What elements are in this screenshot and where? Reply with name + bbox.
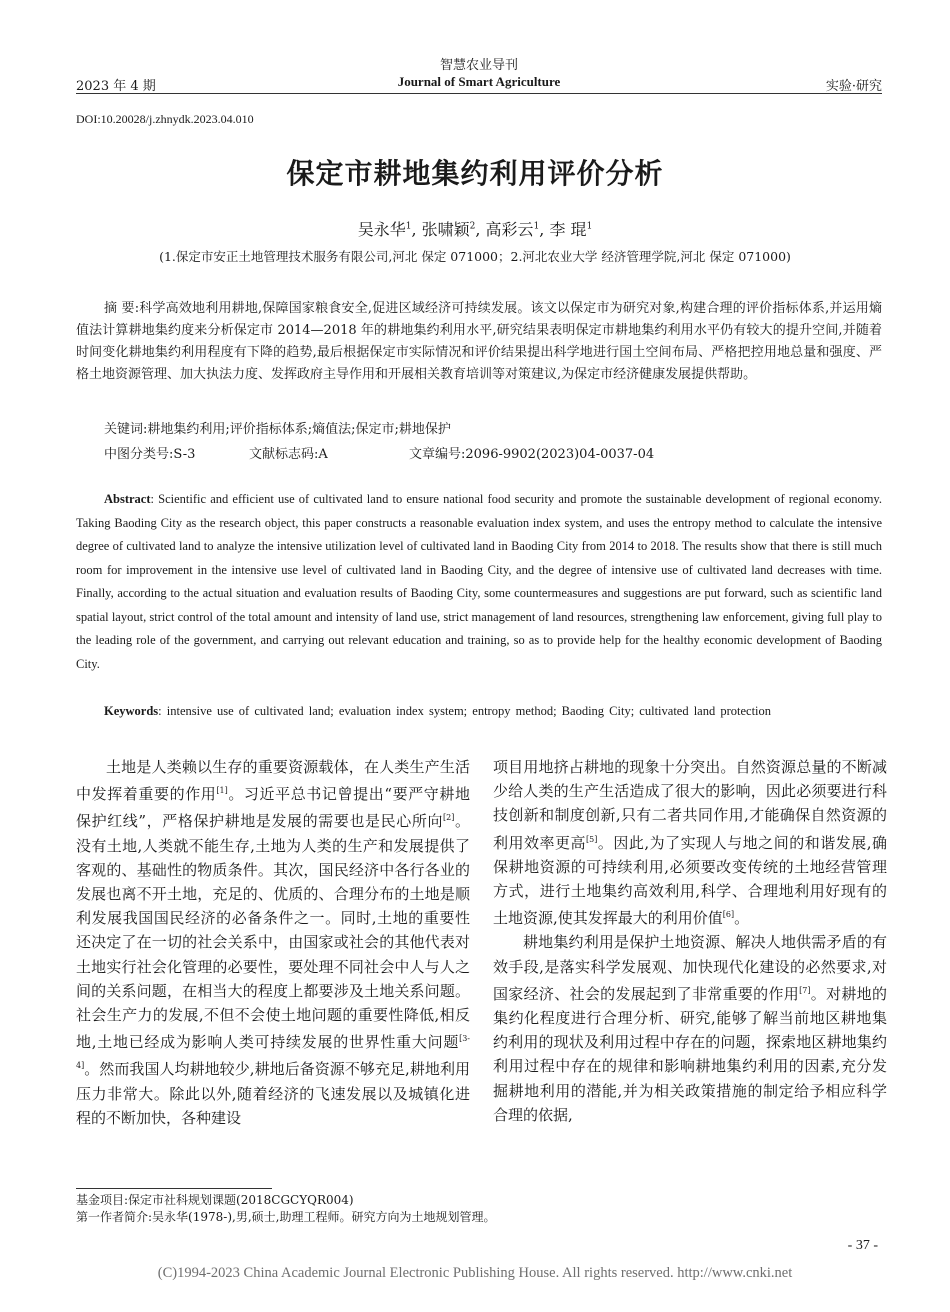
copyright-watermark: (C)1994-2023 China Academic Journal Electronic Publishing House. All rights reserved. http://www.cnki.net bbox=[157, 1265, 793, 1281]
affiliation: (1.保定市安正土地管理技术服务有限公司,河北 保定 071000；2.河北农业大学 经济管理学院,河北 保定 071000) bbox=[159, 249, 791, 264]
section-label: 实验·研究 bbox=[825, 79, 882, 94]
keywords-en-text: : intensive use of cultivated land; evaluation index system; entropy method; Baoding City; cultivated land protection bbox=[158, 704, 772, 718]
abstract-en-label: Abstract bbox=[104, 492, 151, 506]
journal-name-cn: 智慧农业导刊 bbox=[439, 58, 518, 73]
author-name: 张啸颖 bbox=[421, 220, 470, 239]
citation[interactable]: [7] bbox=[799, 985, 811, 995]
author-affil-mark: 1 bbox=[405, 221, 412, 232]
author-affil-mark: 2 bbox=[469, 221, 476, 232]
author-name: 高彩云 bbox=[485, 220, 534, 239]
body-text: 。 bbox=[734, 909, 750, 928]
author-affil-mark: 1 bbox=[533, 221, 540, 232]
body-text: 土地是人类赖以生存的重要资源载体，在人类生产生活中发挥着重要的作用 bbox=[76, 758, 470, 804]
footnote-divider bbox=[76, 1188, 272, 1189]
author-name: 李 琨 bbox=[549, 220, 587, 239]
author-name: 吴永华 bbox=[357, 220, 406, 239]
author-list: 吴永华$^1$, 张啸颖$^2$, 高彩云$^1$, 李 琨$^1$ bbox=[357, 220, 593, 239]
body-text: 。习近平总书记曾提出“要严守耕地保护红线”，严格保护耕地是发展的需要也是民心所向 bbox=[76, 785, 470, 831]
body-paragraph bbox=[76, 755, 470, 1130]
issue-label: 2023 年 4 期 bbox=[76, 79, 156, 94]
body-text: 。没有土地,人类就不能生存,土地为人类的生产和发展提供了客观的、基础性的物质条件。其次，国民经济中各行各业的发展也离不开土地，充足的、优质的、合理分布的土地是顺利发展我国国民经济的必备条件之一。同时,土地的重要性还决定了在一切的社会关系中，由国家或社会的其他代表对土地实行社会化管理的必要性，要处理不同社会中人与人之间的关系问题，在相当大的程度上都要涉及土地关系问题。社会生产力的发展,不但不会使土地问题的重要性降低,相反地,土地已经成为影响人类可持续发展的世界性重大问题 bbox=[76, 812, 470, 1052]
funding-note: 基金项目:保定市社科规划课题(2018CGCYQR004) bbox=[76, 1193, 354, 1207]
body-paragraph bbox=[493, 930, 887, 1127]
keywords-cn: 关键词:耕地集约利用;评价指标体系;熵值法;保定市;耕地保护 bbox=[104, 422, 451, 437]
document-code: 文献标志码:A bbox=[249, 447, 328, 462]
body-text: 项目用地挤占耕地的现象十分突出。自然资源总量的不断减少给人类的生产生活造成了很大的影响，因此必须要进行科技创新和制度创新,只有二者共同作用,才能确保自然资源的利用效率更高 bbox=[493, 758, 887, 852]
clc-number: 中图分类号:S-3 bbox=[104, 447, 196, 462]
author-bio-note: 第一作者简介:吴永华(1978-),男,硕士,助理工程师。研究方向为土地规划管理。 bbox=[76, 1210, 496, 1224]
body-column-right bbox=[493, 755, 887, 1181]
body-column-left bbox=[76, 755, 470, 1181]
abstract-en-text: : Scientific and efficient use of cultivated land to ensure national food security and promote the sustainable development of regional economy. Taking Baoding City as the research object, this paper constructs a reasonable evaluation index system, and uses the entropy method to calculate the intensive degree of cultivated land to analyze the intensive utilization level of cultivated land in Baoding City from 2014 to 2018. The results show that there is still much room for improvement in the intensive use level of cultivated land in Baoding City, and the degree of intensive use of cultivated land decreases with time. Finally, according to the actual situation and evaluation results of Baoding City, some countermeasures and suggestions are put forward, such as scientific land spatial layout, strict control of the total amount and intensity of land use, strict management of land resources, strengthening law enforcement, giving full play to the leading role of the government, and carrying out relevant education and training, so as to provide help for the healthy economic development of Baoding City. bbox=[76, 492, 882, 671]
body-text: 。然而我国人均耕地较少,耕地后备资源不够充足,耕地利用压力非常大。除此以外,随着经济的飞速发展以及城镇化进程的不断加快，各种建设 bbox=[76, 1060, 470, 1127]
keywords-en-label: Keywords bbox=[104, 704, 159, 718]
article-number: 文章编号:2096-9902(2023)04-0037-04 bbox=[409, 447, 655, 462]
doi: DOI:10.20028/j.zhnydk.2023.04.010 bbox=[76, 112, 254, 126]
abstract-cn: 摘 要:科学高效地利用耕地,保障国家粮食安全,促进区域经济可持续发展。该文以保定市为研究对象,构建合理的评价指标体系,并运用熵值法计算耕地集约度来分析保定市 2014—2018 年的耕地集约利用水平,研究结果表明保定市耕地集约利用水平仍有较大的提升空间,并随着时间变化耕地集约利用程度有下降的趋势,最后根据保定市实际情况和评价结果提出科学地进行国土空间布局、严格把控用地总量和强度、严格土地资源管理、加大执法力度、发挥政府主导作用和开展相关教育培训等对策建议,为保定市经济健康发展提供帮助。 bbox=[76, 301, 882, 382]
citation[interactable]: [3-4] bbox=[76, 1034, 470, 1071]
body-text: 。因此,为了实现人与地之间的和谐发展,确保耕地资源的可持续利用,必须要改变传统的土地经营管理方式，进行土地集约高效利用,科学、合理地利用好现有的土地资源,使其发挥最大的利用价值 bbox=[493, 833, 887, 928]
author-affil-mark: 1 bbox=[586, 221, 593, 232]
citation[interactable]: [6] bbox=[722, 910, 735, 920]
paper-title: 保定市耕地集约利用评价分析 bbox=[286, 157, 664, 190]
journal-name-en: Journal of Smart Agriculture bbox=[397, 74, 561, 89]
citation[interactable]: [5] bbox=[586, 834, 598, 844]
abstract-en bbox=[76, 488, 882, 676]
keywords-en bbox=[104, 704, 771, 719]
body-text: 耕地集约利用是保护土地资源、解决人地供需矛盾的有效手段,是落实科学发展观、加快现代化建设的必然要求,对国家经济、社会的发展起到了非常重要的作用 bbox=[493, 933, 887, 1003]
citation[interactable]: [1] bbox=[216, 786, 228, 796]
page-number: - 37 - bbox=[847, 1238, 878, 1253]
running-header bbox=[76, 52, 882, 94]
citation[interactable]: [2] bbox=[443, 813, 455, 823]
body-text: 。对耕地的集约化程度进行合理分析、研究,能够了解当前地区耕地集约利用的现状及利用过程中存在的问题，探索地区耕地集约利用过程中存在的规律和影响耕地集约利用的因素,充分发掘耕地利用的潜能,并为相关政策措施的制定给予相应科学合理的依据, bbox=[493, 984, 887, 1124]
body-paragraph bbox=[493, 755, 887, 930]
